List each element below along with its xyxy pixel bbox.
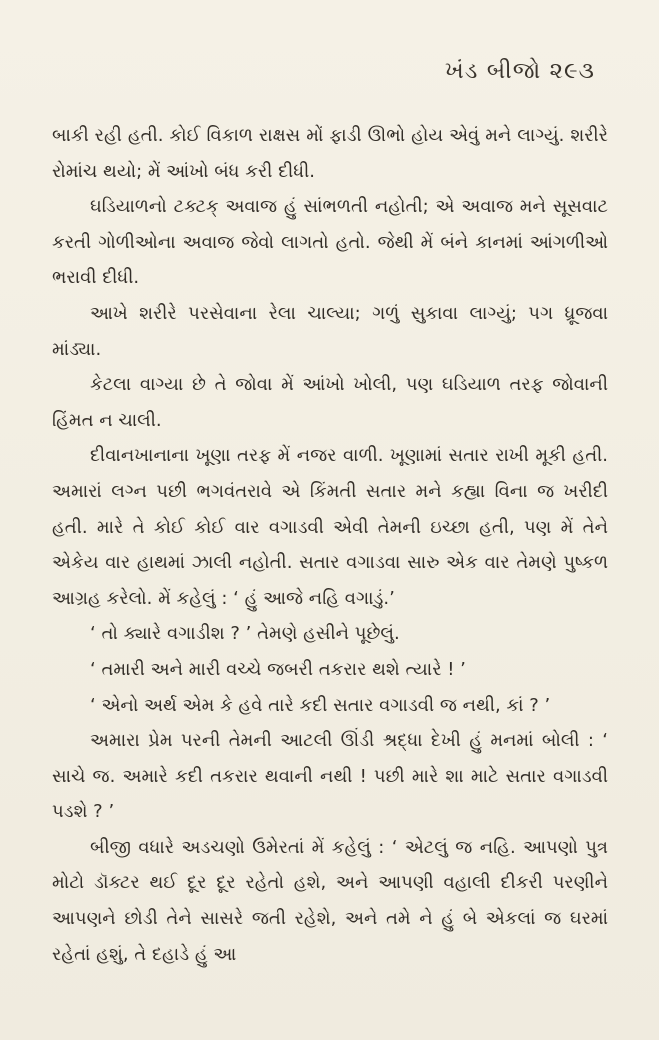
dialogue-line-1: ‘ તો ક્યારે વગાડીશ ? ’ તેમણે હસીને પૂછેલું.	[90, 623, 400, 645]
paragraph-3: આખે શરીરે પરસેવાના રેલા ચાલ્યા; ગળું સુકાવા લાગ્યું; પગ ધ્રૂજવા માંડ્યા.	[52, 302, 608, 360]
paragraph-4: કેટલા વાગ્યા છે તે જોવા મેં આંખો ખોલી, પણ ઘડિયાળ તરફ જોવાની હિંમત ન ચાલી.	[52, 374, 608, 431]
paragraph-1: બાકી રહી હતી. કોઈ વિકાળ રાક્ષસ મોં ફાડી ઊભો હોય એવું મને લાગ્યું. શરીરે રોમાંચ થયો; મેં આંખો બંધ કરી દીધી.	[52, 125, 608, 182]
page-body	[52, 118, 608, 972]
dialogue-line-2: ‘ તમારી અને મારી વચ્ચે જબરી તકરાર થશે ત્યારે ! ’	[90, 658, 466, 680]
paragraph-2: ઘડિયાળનો ટક્ટક્ અવાજ હું સાંભળતી નહોતી; એ અવાજ મને સૂસવાટ કરતી ગોળીઓના અવાજ જેવો લાગતો હતો. જેથી મેં બંને કાનમાં આંગળીઓ ભરાવી દીધી.	[52, 196, 608, 289]
paragraph-7: બીજી વધારે અડચણો ઉમેરતાં મેં કહેલું : ‘ એટલું જ નહિ. આપણો પુત્ર મોટો ડૉક્ટર થઈ દૂર દૂર રહેતો હશે, અને આપણી વહાલી દીકરી પરણીને આપણને છોડી તેને સાસરે જતી રહેશે, અને તમે ને હું બે એકલાં જ ઘરમાં રહેતાં હશું, તે દહાડે હું આ	[52, 836, 608, 965]
running-head: ખંડ બીજો ૨૯૩	[444, 58, 595, 84]
dialogue-line-3: ‘ એનો અર્થ એમ કે હવે તારે કદી સતાર વગાડવી જ નથી, કાં ? ’	[90, 694, 551, 716]
paragraph-6: અમારા પ્રેમ પરની તેમની આટલી ઊંડી શ્રદ્ધા દેખી હું મનમાં બોલી : ‘ સાચે જ. અમારે કદી તકરાર થવાની નથી ! પછી મારે શા માટે સતાર વગાડવી પડશે ? ’	[52, 730, 608, 823]
paragraph-5: દીવાનખાનાના ખૂણા તરફ મેં નજર વાળી. ખૂણામાં સતાર રાખી મૂકી હતી. અમારાં લગ્ન પછી ભગવંતરાવે એ કિંમતી સતાર મને કહ્યા વિના જ ખરીદી હતી. મારે તે કોઈ કોઈ વાર વગાડવી એવી તેમની ઇચ્છા હતી, પણ મેં તેને એકેય વાર હાથમાં ઝાલી નહોતી. સતાર વગાડવા સારુ એક વાર તેમણે પુષ્કળ આગ્રહ કરેલો. મેં કહેલું : ‘ હું આજે નહિ વગાડું.’	[52, 445, 608, 609]
